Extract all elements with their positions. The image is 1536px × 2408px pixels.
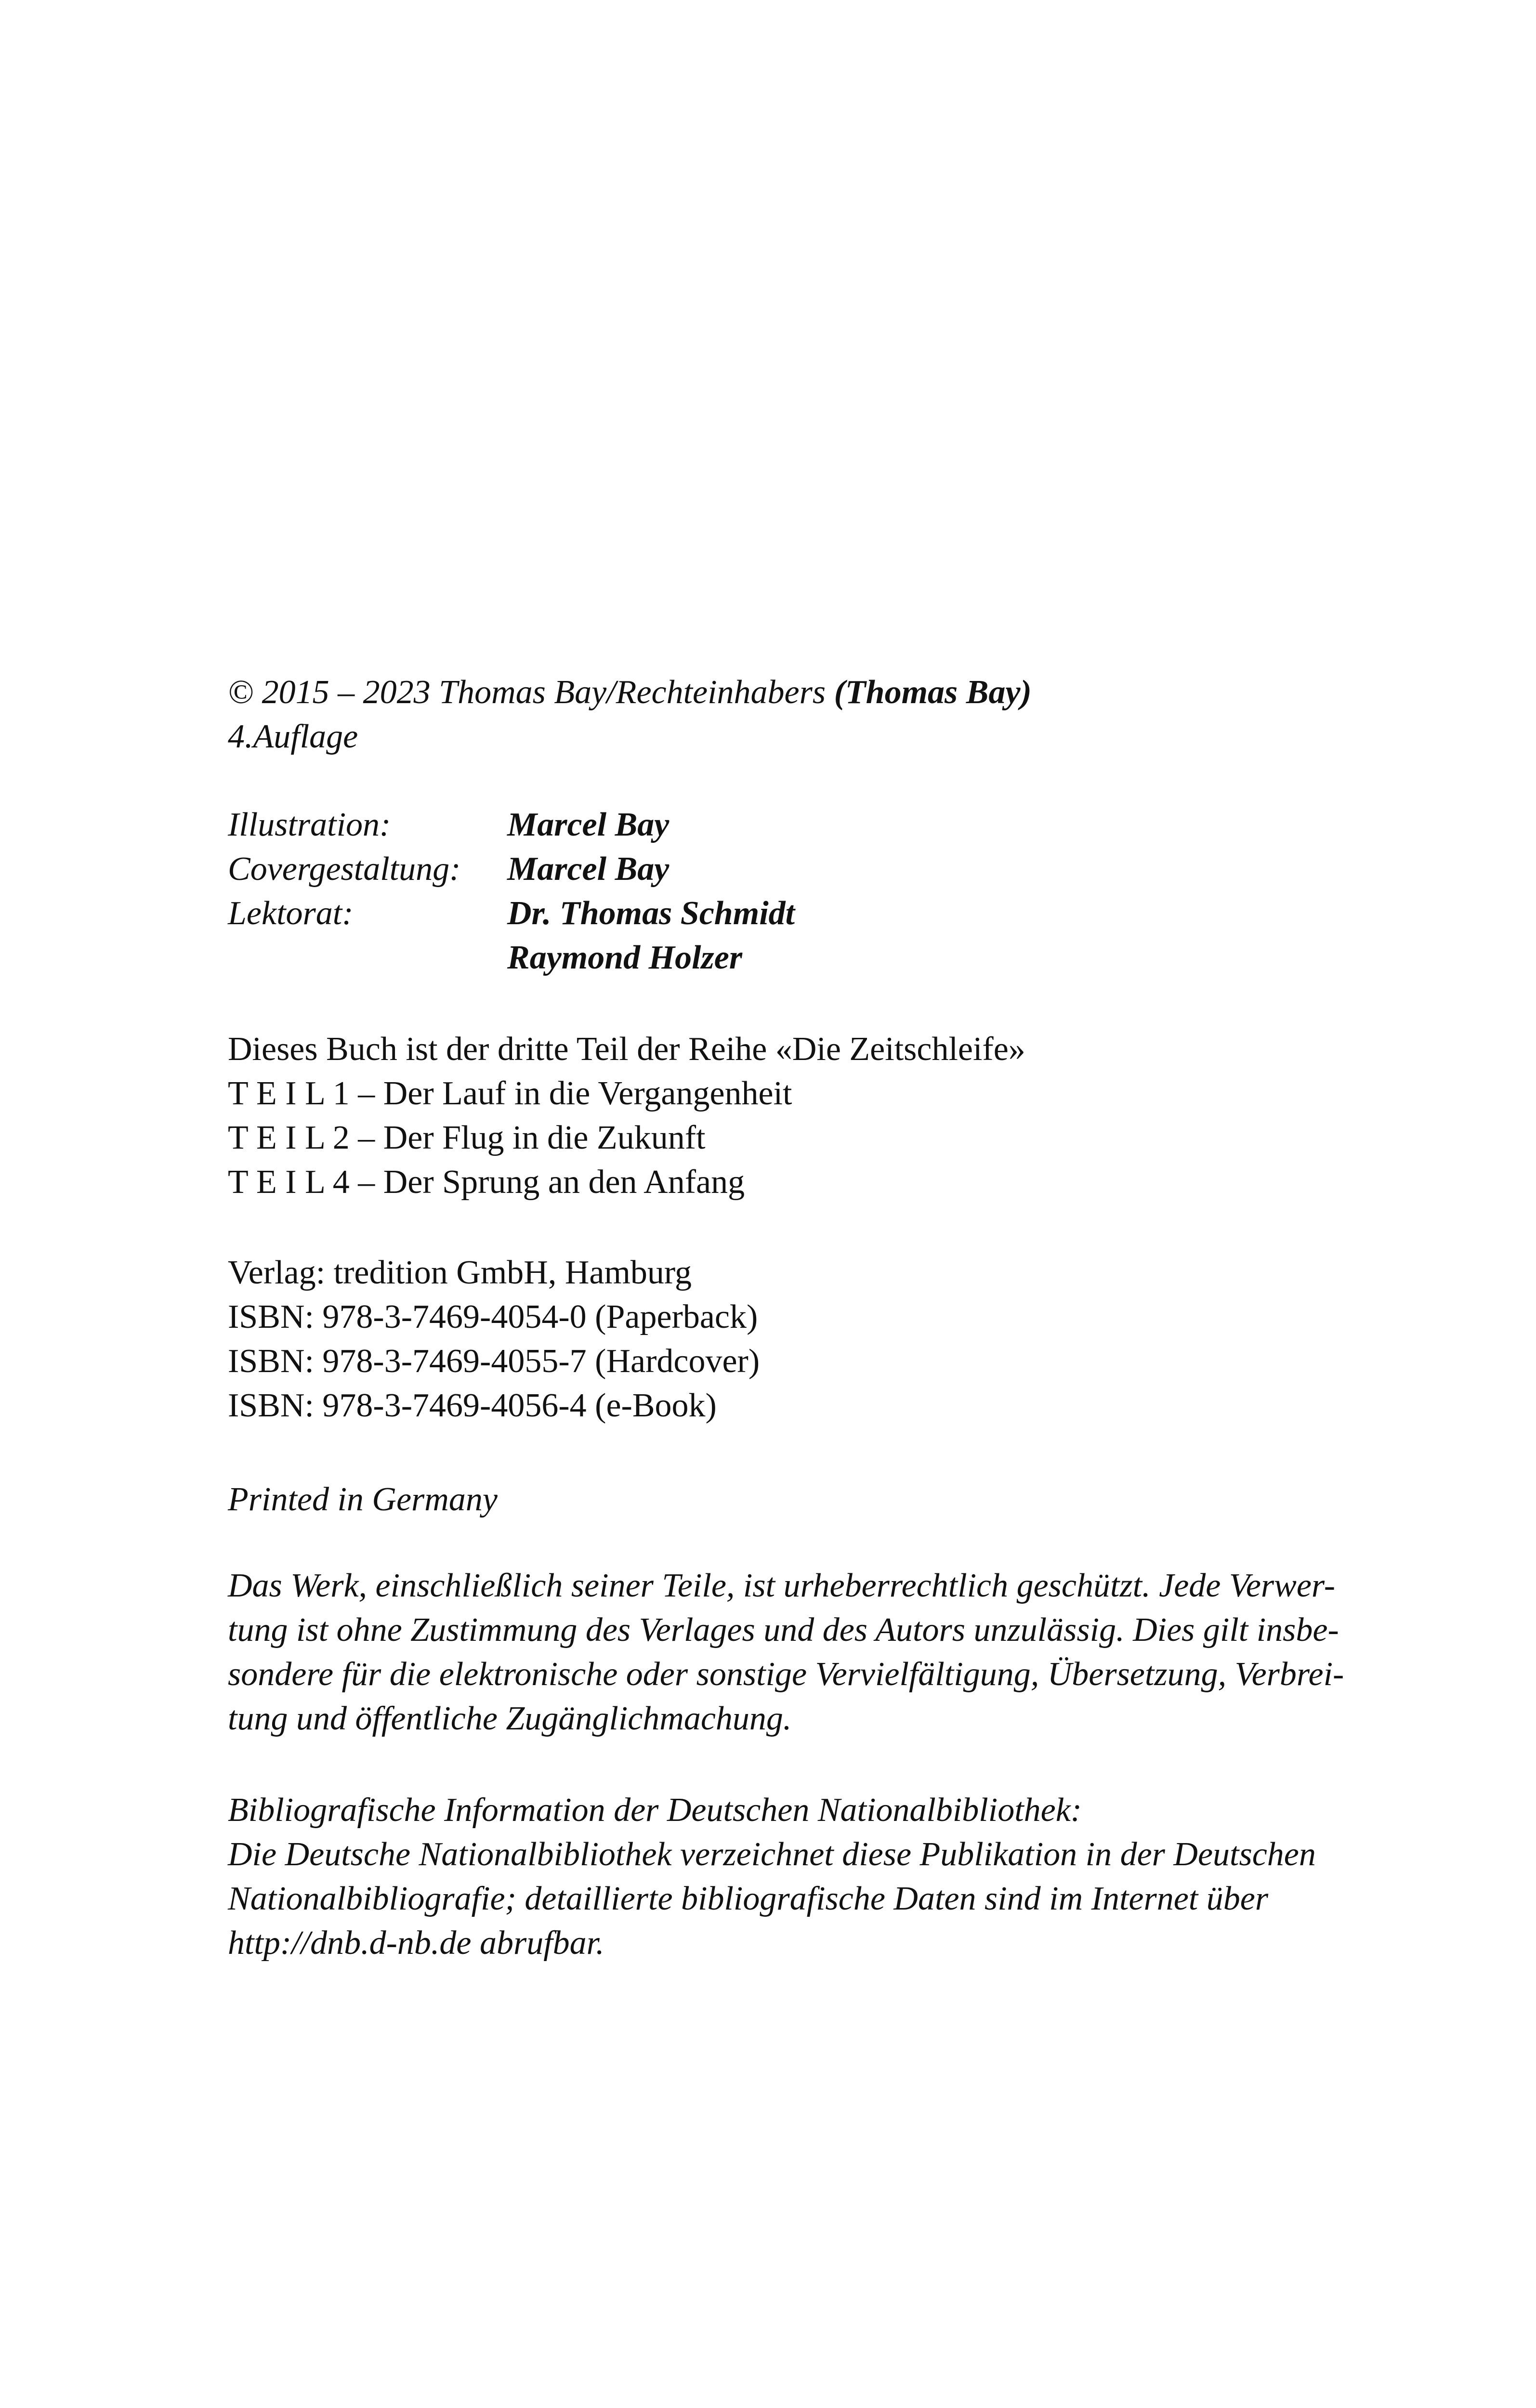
notice-line: tung ist ohne Zustimmung des Verlages und des Autors unzulässig. Dies gilt insbe- (228, 1611, 1339, 1649)
series-part: T E I L 4 – Der Sprung an den Anfang (228, 1164, 745, 1201)
credit-value: Dr. Thomas Schmidt (507, 895, 795, 932)
isbn-line: ISBN: 978-3-7469-4054-0 (Paperback) (228, 1298, 758, 1335)
credit-label: Lektorat: (228, 895, 354, 932)
credit-value: Marcel Bay (507, 851, 670, 888)
credit-label: Illustration: (228, 806, 391, 843)
copyright-notice (228, 1564, 1344, 1741)
copyright-line (228, 670, 1336, 715)
biblio-line: http://dnb.d-nb.de abrufbar. (228, 1924, 604, 1962)
notice-line: Das Werk, einschließlich seiner Teile, ist urheberrechtlich geschützt. Jede Verwer- (228, 1567, 1336, 1604)
series-part: T E I L 2 – Der Flug in die Zukunft (228, 1119, 706, 1156)
publisher-block (228, 1251, 1336, 1428)
credit-value: Raymond Holzer (507, 939, 743, 976)
printed-in-block (228, 1478, 1336, 1522)
credit-value: Marcel Bay (507, 806, 670, 843)
isbn-line: ISBN: 978-3-7469-4056-4 (e-Book) (228, 1387, 717, 1424)
edition-line: 4.Auflage (228, 718, 358, 755)
series-part: T E I L 1 – Der Lauf in die Vergangenheit (228, 1075, 792, 1112)
notice-line: tung und öffentliche Zugänglichmachung. (228, 1700, 792, 1737)
biblio-line: Bibliografische Information der Deutschen Nationalbibliothek: (228, 1792, 1082, 1829)
printed-in-line: Printed in Germany (228, 1481, 498, 1518)
credit-row-lektorat (228, 891, 1336, 936)
credit-row-cover (228, 847, 1336, 891)
copyright-text: © 2015 – 2023 Thomas Bay/Rechteinhabers (228, 674, 826, 711)
biblio-line: Nationalbibliografie; detaillierte bibliografische Daten sind im Internet über (228, 1880, 1269, 1917)
credit-row-illustration (228, 803, 1336, 847)
series-intro: Dieses Buch ist der dritte Teil der Reihe «Die Zeitschleife» (228, 1031, 1025, 1068)
publisher-line: Verlag: tredition GmbH, Hamburg (228, 1254, 692, 1291)
credit-label (228, 936, 507, 980)
biblio-line: Die Deutsche Nationalbibliothek verzeichnet diese Publikation in der Deutschen (228, 1836, 1316, 1873)
copyright-block (228, 670, 1336, 759)
credits-block (228, 803, 1336, 980)
series-block (228, 1027, 1336, 1204)
copyright-holder: (Thomas Bay) (834, 674, 1032, 711)
notice-line: sondere für die elektronische oder sonstige Vervielfältigung, Übersetzung, Verbrei- (228, 1656, 1344, 1693)
credit-label: Covergestaltung: (228, 851, 461, 888)
credit-row-lektorat-2 (228, 936, 1336, 980)
isbn-line: ISBN: 978-3-7469-4055-7 (Hardcover) (228, 1343, 760, 1380)
bibliographic-info (228, 1788, 1336, 1965)
